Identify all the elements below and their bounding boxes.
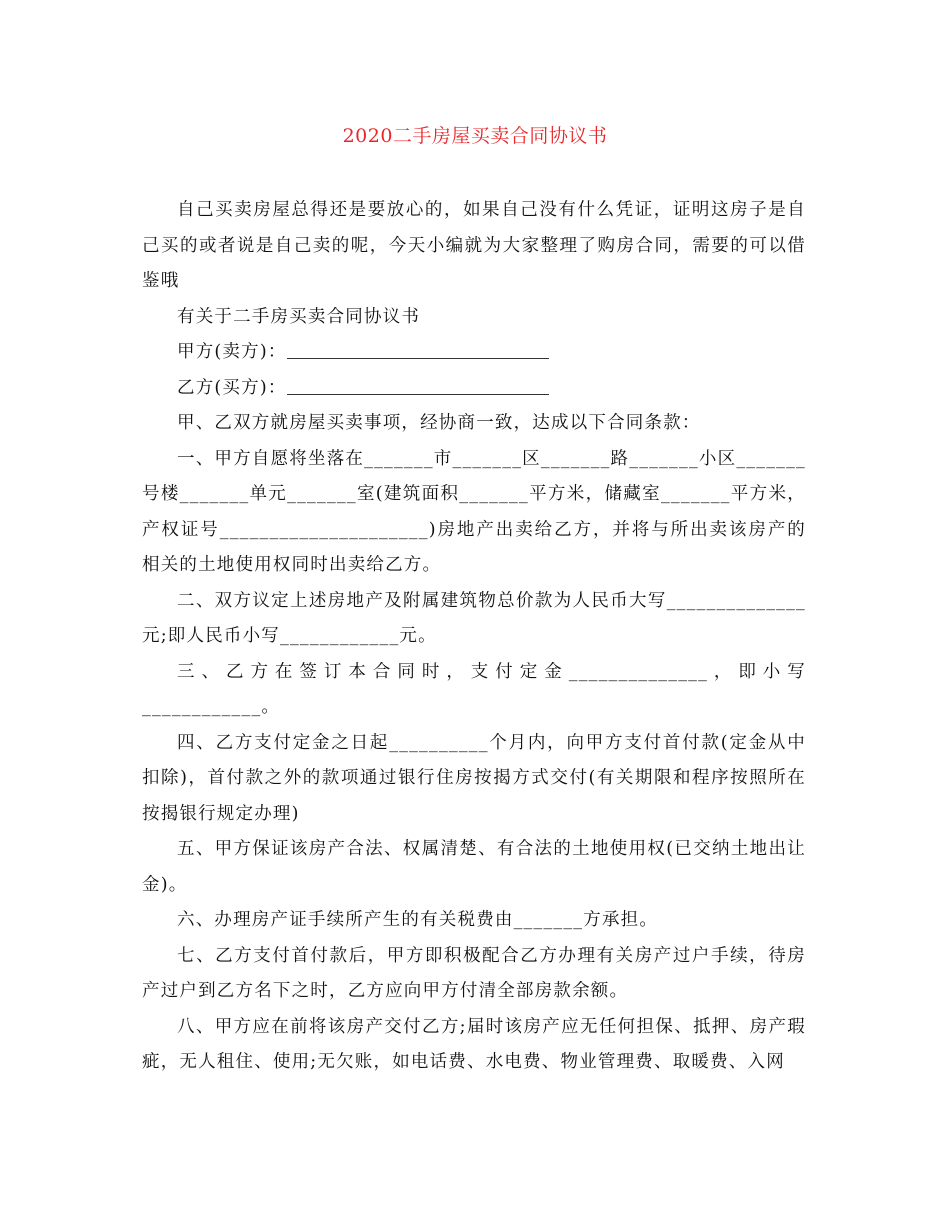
- intro-paragraph: 自己买卖房屋总得还是要放心的，如果自己没有什么凭证，证明这房子是自己买的或者说是自己卖的呢，今天小编就为大家整理了购房合同，需要的可以借鉴哦: [142, 200, 806, 291]
- clause-8: 八、甲方应在前将该房产交付乙方;届时该房产应无任何担保、抵押、房产瑕疵，无人租住、使用;无欠账，如电话费、水电费、物业管理费、取暖费、入网: [142, 1016, 806, 1072]
- clause-5: 五、甲方保证该房产合法、权属清楚、有合法的土地使用权(已交纳土地出让金)。: [142, 839, 806, 895]
- clause-1: 一、甲方自愿将坐落在_______市_______区_______路_______小区_______号楼_______单元_______室(建筑面积_______平方米，储藏室_______平方米，产权证号_____________________)房地产出卖给乙方，并将与所出卖该房产的相关的土地使用权同时出卖给乙方。: [142, 448, 806, 575]
- clause-7: 七、乙方支付首付款后，甲方即积极配合乙方办理有关房产过户手续，待房产过户到乙方名下之时，乙方应向甲方付清全部房款余额。: [142, 945, 806, 1001]
- clause-6: 六、办理房产证手续所产生的有关税费由_______方承担。: [177, 910, 659, 930]
- party-a-label: 甲方(卖方)：: [177, 342, 287, 362]
- agreement-preamble: 甲、乙双方就房屋买卖事项，经协商一致，达成以下合同条款：: [177, 413, 701, 433]
- party-b-line: [142, 371, 806, 407]
- party-a-line: [142, 335, 806, 371]
- party-b-label: 乙方(买方)：: [177, 377, 287, 398]
- clause-2: 二、双方议定上述房地产及附属建筑物总价款为人民币大写______________元;即人民币小写____________元。: [142, 590, 806, 646]
- party-a-blank: [287, 338, 549, 359]
- document-body: [142, 193, 806, 1081]
- clause-4: 四、乙方支付定金之日起__________个月内，向甲方支付首付款(定金从中扣除)，首付款之外的款项通过银行住房按揭方式交付(有关期限和程序按照所在按揭银行规定办理): [142, 732, 806, 824]
- document-title: 2020二手房屋买卖合同协议书: [342, 125, 608, 147]
- clause-3: 三、乙方在签订本合同时，支付定金______________，即小写____________。: [142, 661, 806, 717]
- party-b-blank: [287, 374, 549, 395]
- contract-heading: 有关于二手房买卖合同协议书: [177, 306, 421, 327]
